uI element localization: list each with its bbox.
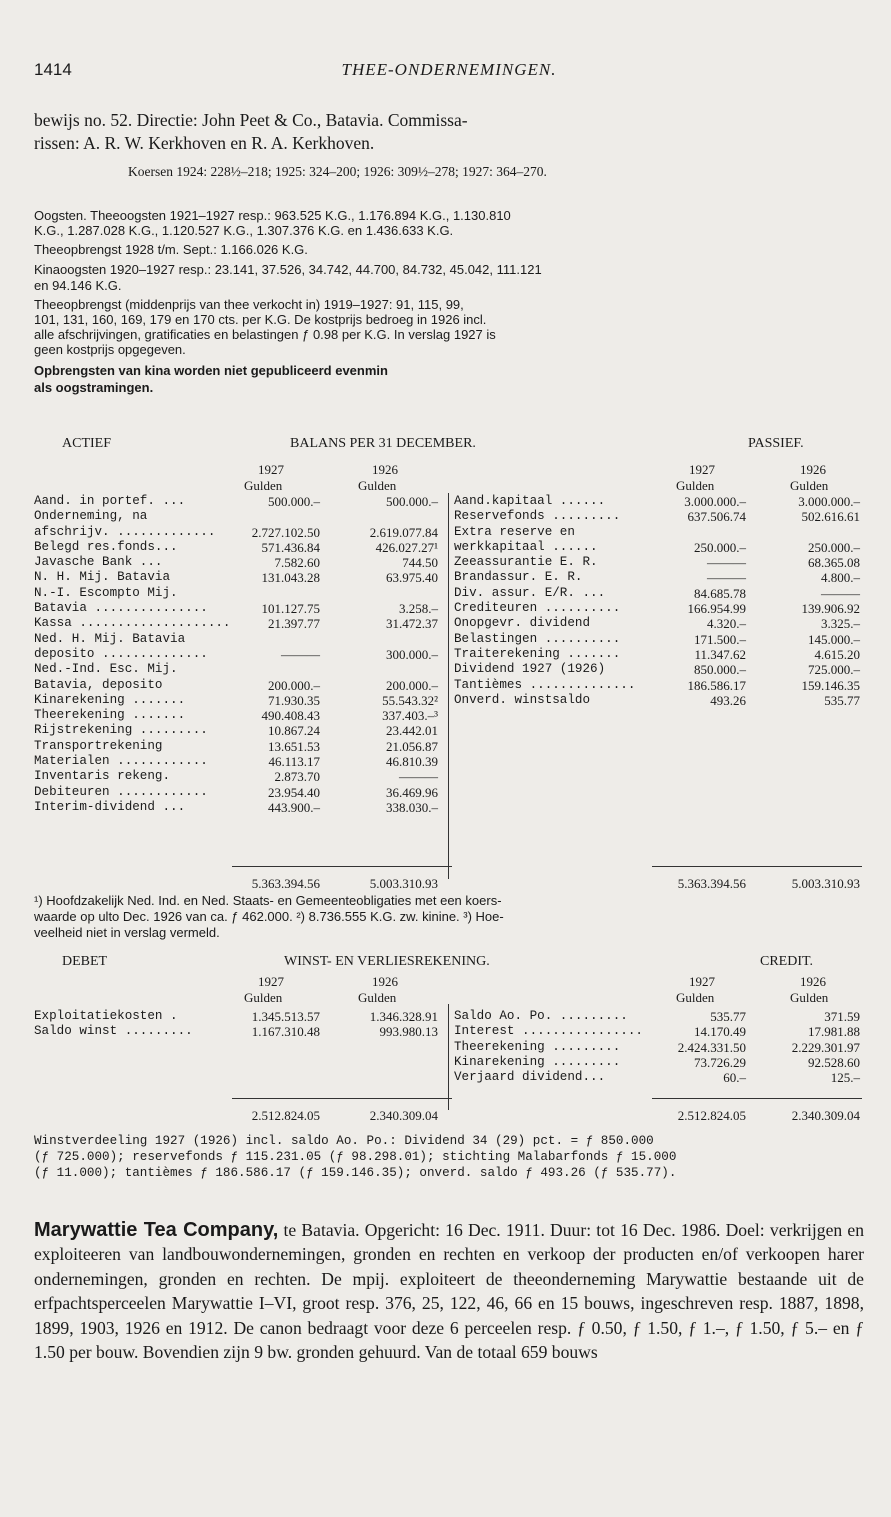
debet-total-rule [232, 1098, 452, 1099]
actief-value-1926: 200.000.– [386, 677, 438, 693]
debet-label: DEBET [62, 954, 108, 969]
debet-1926-column [338, 1009, 438, 1040]
actief-value-1927: 2.873.70 [274, 769, 320, 785]
credit-total-1926: 2.340.309.04 [791, 1108, 860, 1123]
actief-value-1926: 46.810.39 [386, 754, 438, 770]
winst-divider [448, 1004, 449, 1110]
actief-value-1927: 13.651.53 [268, 738, 320, 754]
passief-value-1926: ——— [821, 585, 860, 601]
actief-item-name: Aand. in portef. ... [34, 494, 186, 508]
credit-total-rule [652, 1098, 862, 1099]
actief-item-name: Ned.-Ind. Esc. Mij. [34, 662, 178, 677]
actief-unit-1926: Gulden [358, 478, 397, 493]
actief-value-1926: 500.000.– [386, 494, 438, 509]
debet-item-name: Saldo winst ......... [34, 1024, 193, 1039]
debet-total-1927: 2.512.824.05 [251, 1108, 320, 1123]
passief-value-1926: 535.77 [824, 692, 860, 708]
debet-1927-column [228, 1009, 320, 1040]
oogsten-line-10: Opbrengsten van kina worden niet gepubliceerd evenmin [34, 363, 388, 378]
passief-item-name: Div. assur. E/R. ... [454, 585, 606, 600]
credit-value-1927: 73.726.29 [694, 1054, 746, 1070]
actief-value-1926: 300.000.– [386, 646, 438, 662]
actief-value-1927: 443.900.– [268, 799, 320, 815]
actief-value-1927: 101.127.75 [261, 601, 320, 617]
actief-item-name: Onderneming, na [34, 509, 148, 524]
footnote-line-1: ¹) Hoofdzakelijk Ned. Ind. en Ned. Staats- en Gemeenteobligaties met een koers- [34, 893, 502, 908]
debet-year-1927: 1927 [258, 974, 284, 989]
debet-value-1926: 1.346.328.91 [369, 1009, 438, 1024]
actief-value-1926 [338, 509, 438, 524]
actief-value-1927: 131.043.28 [261, 570, 320, 586]
passief-value-1926: 3.000.000.– [798, 494, 860, 509]
passief-value-1926: 250.000.– [808, 539, 860, 555]
credit-1926-column [758, 1009, 860, 1085]
credit-item-name: Saldo Ao. Po. ......... [454, 1009, 628, 1023]
winstverdeeling-line-1: Winstverdeeling 1927 (1926) incl. saldo Ao. Po.: Dividend 34 (29) pct. = ƒ 850.000 [34, 1134, 654, 1148]
actief-item-name: N.-I. Escompto Mij. [34, 585, 178, 600]
actief-value-1926 [338, 632, 438, 647]
passief-label: PASSIEF. [748, 436, 804, 451]
credit-value-1927: 2.424.331.50 [677, 1039, 746, 1055]
actief-1926-column [338, 494, 438, 815]
actief-item-name: afschrijv. ............. [34, 524, 216, 539]
credit-total-1927: 2.512.824.05 [677, 1108, 746, 1123]
debet-value-1926: 993.980.13 [379, 1024, 438, 1040]
credit-year-1926: 1926 [800, 974, 826, 989]
oogsten-line-1: Oogsten. Theeoogsten 1921–1927 resp.: 963.525 K.G., 1.176.894 K.G., 1.130.810 [34, 208, 511, 223]
actief-value-1927: 7.582.60 [274, 555, 320, 571]
passief-1926-column [758, 494, 860, 708]
actief-total-rule [232, 866, 452, 867]
actief-value-1927: 23.954.40 [268, 784, 320, 800]
actief-value-1926: 338.030.– [386, 799, 438, 815]
passief-item-name: Zeeassurantie E. R. [454, 555, 598, 570]
winstverdeeling-line-2: (ƒ 725.000); reservefonds ƒ 115.231.05 (ƒ 98.298.01); stichting Malabarfonds ƒ 15.000 [34, 1150, 677, 1164]
actief-item-name: Ned. H. Mij. Batavia [34, 631, 186, 646]
actief-item-name: Materialen ............ [34, 754, 208, 769]
running-title: THEE-ONDERNEMINGEN. [341, 60, 557, 79]
actief-item-name: Inventaris rekeng. [34, 769, 171, 784]
oogsten-line-11: als oogstramingen. [34, 380, 154, 395]
oogsten-line-5: en 94.146 K.G. [34, 278, 122, 293]
passief-value-1927: 637.506.74 [687, 509, 746, 525]
actief-item-name: Belegd res.fonds... [34, 539, 178, 554]
passief-value-1927: ——— [707, 555, 746, 571]
passief-value-1927 [650, 525, 746, 540]
balans-title: BALANS PER 31 DECEMBER. [290, 436, 476, 451]
debet-names-column [34, 1009, 234, 1040]
passief-unit-1927: Gulden [676, 478, 715, 493]
passief-value-1926 [758, 525, 860, 540]
credit-value-1926: 2.229.301.97 [791, 1039, 860, 1055]
page-number: 1414 [34, 60, 72, 79]
actief-total-1927: 5.363.394.56 [251, 876, 320, 891]
actief-names-column [34, 494, 246, 815]
passief-total-1927: 5.363.394.56 [677, 876, 746, 891]
actief-value-1926: 63.975.40 [386, 570, 438, 586]
actief-value-1927: 490.408.43 [261, 708, 320, 724]
passief-item-name: Onopgevr. dividend [454, 616, 591, 631]
credit-value-1926: 17.981.88 [808, 1024, 860, 1040]
marywattie-paragraph [34, 1218, 864, 1364]
oogsten-line-3: Theeopbrengst 1928 t/m. Sept.: 1.166.026 K.G. [34, 242, 308, 257]
credit-item-name: Theerekening ......... [454, 1039, 621, 1054]
actief-item-name: Kinarekening ....... [34, 692, 186, 707]
actief-value-1926: 23.442.01 [386, 723, 438, 739]
passief-item-name: Onverd. winstsaldo [454, 692, 591, 707]
credit-unit-1927: Gulden [676, 990, 715, 1005]
debet-item-name: Exploitatiekosten . [34, 1009, 178, 1023]
actief-item-name: Transportrekening [34, 738, 163, 753]
credit-item-name: Verjaard dividend... [454, 1070, 606, 1085]
actief-year-1927: 1927 [258, 462, 284, 477]
oogsten-line-8: alle afschrijvingen, gratificaties en belastingen ƒ 0.98 per K.G. In verslag 1927 is [34, 327, 496, 342]
passief-value-1927: 250.000.– [694, 539, 746, 555]
credit-value-1926: 125.– [830, 1070, 860, 1086]
debet-value-1927: 1.167.310.48 [251, 1024, 320, 1040]
passief-item-name: Crediteuren .......... [454, 601, 621, 616]
page-header [34, 60, 864, 84]
credit-names-column [454, 1009, 654, 1085]
actief-item-name: Batavia ............... [34, 601, 208, 616]
passief-value-1927: 186.586.17 [687, 677, 746, 693]
credit-1927-column [650, 1009, 746, 1085]
passief-value-1926: 725.000.– [808, 662, 860, 678]
passief-item-name: Dividend 1927 (1926) [454, 662, 606, 677]
passief-item-name: Aand.kapitaal ...... [454, 494, 606, 508]
oogsten-line-6: Theeopbrengst (middenprijs van thee verkocht in) 1919–1927: 91, 115, 99, [34, 297, 464, 312]
passief-value-1927: 4.320.– [707, 616, 746, 632]
actief-label: ACTIEF [62, 436, 111, 451]
actief-item-name: Javasche Bank ... [34, 555, 163, 570]
actief-value-1927: 571.436.84 [261, 539, 320, 555]
actief-item-name: Theerekening ....... [34, 708, 186, 723]
actief-value-1926: 21.056.87 [386, 738, 438, 754]
actief-value-1927: 200.000.– [268, 677, 320, 693]
actief-year-1926: 1926 [372, 462, 398, 477]
passief-value-1926: 3.325.– [821, 616, 860, 632]
oogsten-line-4: Kinaoogsten 1920–1927 resp.: 23.141, 37.526, 34.742, 44.700, 84.732, 45.042, 111.121 [34, 262, 542, 277]
company-description: te Batavia. Opgericht: 16 Dec. 1911. Duur: tot 16 Dec. 1986. Doel: verkrijgen en exploiteeren van landbouwondernemingen, gronden en rechten en verkoop der producten en/of verkoopen harer ondernemingen, gronden en rechten. De mpij. exploiteert de theeonderneming Marywattie bestaande uit de erfpachtsperceelen Marywattie I–VI, groot resp. 376, 25, 122, 46, 66 en 15 bouws, ingeschreven resp. 1887, 1898, 1899, 1903, 1926 en 1912. De canon bedraagt voor deze 6 perceelen resp. ƒ 0.50, ƒ 1.50, ƒ 1.–, ƒ 1.50, ƒ 5.– en ƒ 1.50 per bouw. Bovendien zijn 9 bw. gronden gehuurd. Van de totaal 659 bouws [34, 1220, 865, 1363]
actief-value-1926 [338, 662, 438, 677]
actief-item-name: Rijstrekening ......... [34, 723, 208, 738]
credit-value-1926: 371.59 [824, 1009, 860, 1024]
credit-label: CREDIT. [760, 954, 814, 969]
credit-value-1926: 92.528.60 [808, 1054, 860, 1070]
debet-unit-1927: Gulden [244, 990, 283, 1005]
passief-value-1926: 159.146.35 [801, 677, 860, 693]
passief-year-1927: 1927 [689, 462, 715, 477]
passief-item-name: Belastingen .......... [454, 631, 621, 646]
credit-year-1927: 1927 [689, 974, 715, 989]
actief-value-1926: 55.543.32² [382, 692, 438, 708]
passief-value-1927: 493.26 [710, 692, 746, 708]
oogsten-line-7: 101, 131, 160, 169, 179 en 170 cts. per K.G. De kostprijs bedroeg in 1926 incl. [34, 312, 487, 327]
credit-item-name: Interest ................ [454, 1024, 643, 1039]
passief-value-1926: 68.365.08 [808, 555, 860, 571]
oogsten-line-9: geen kostprijs opgegeven. [34, 342, 186, 357]
passief-item-name: Brandassur. E. R. [454, 570, 583, 585]
intro-line-1: bewijs no. 52. Directie: John Peet & Co., Batavia. Commissa- [34, 110, 468, 130]
passief-item-name: Extra reserve en [454, 524, 575, 539]
credit-value-1927: 60.– [723, 1070, 746, 1086]
actief-value-1927: 500.000.– [268, 494, 320, 509]
actief-value-1926: 31.472.37 [386, 616, 438, 632]
passief-value-1927: 3.000.000.– [684, 494, 746, 509]
actief-value-1927 [228, 509, 320, 524]
actief-value-1927: 10.867.24 [268, 723, 320, 739]
passief-value-1926: 4.615.20 [814, 646, 860, 662]
debet-year-1926: 1926 [372, 974, 398, 989]
passief-item-name: Reservefonds ......... [454, 509, 621, 524]
passief-item-name: werkkapitaal ...... [454, 539, 598, 554]
actief-value-1927: 2.727.102.50 [251, 524, 320, 540]
passief-total-rule [652, 866, 862, 867]
footnote-line-2: waarde op ulto Dec. 1926 van ca. ƒ 462.000. ²) 8.736.555 K.G. zw. kinine. ³) Hoe- [34, 909, 504, 924]
credit-item-name: Kinarekening ......... [454, 1054, 621, 1069]
oogsten-line-2: K.G., 1.287.028 K.G., 1.120.527 K.G., 1.307.376 K.G. en 1.436.633 K.G. [34, 223, 454, 238]
actief-item-name: deposito .............. [34, 646, 208, 661]
company-name: Marywattie Tea Company, [34, 1219, 279, 1241]
actief-value-1927: 46.113.17 [268, 754, 320, 770]
passief-item-name: Traiterekening ....... [454, 646, 621, 661]
passief-value-1927: 166.954.99 [687, 601, 746, 617]
actief-item-name: Batavia, deposito [34, 677, 163, 692]
credit-unit-1926: Gulden [790, 990, 829, 1005]
actief-value-1926 [338, 586, 438, 601]
actief-1927-column [228, 494, 320, 815]
passief-value-1927: 84.685.78 [694, 585, 746, 601]
actief-value-1927: 71.930.35 [268, 692, 320, 708]
actief-value-1927 [228, 632, 320, 647]
actief-item-name: Kassa .................... [34, 616, 231, 631]
passief-value-1926: 145.000.– [808, 631, 860, 647]
passief-value-1927: 171.500.– [694, 631, 746, 647]
credit-value-1927: 14.170.49 [694, 1024, 746, 1040]
intro-line-2: rissen: A. R. W. Kerkhoven en R. A. Kerkhoven. [34, 133, 375, 153]
passief-value-1927: 850.000.– [694, 662, 746, 678]
actief-value-1926: 426.027.27¹ [375, 539, 438, 555]
passief-1927-column [650, 494, 746, 708]
actief-value-1926: 744.50 [402, 555, 438, 571]
debet-total-1926: 2.340.309.04 [369, 1108, 438, 1123]
actief-value-1927: ——— [281, 646, 320, 662]
footnote-line-3: veelheid niet in verslag vermeld. [34, 925, 220, 940]
debet-value-1927: 1.345.513.57 [251, 1009, 320, 1024]
passief-value-1926: 4.800.– [821, 570, 860, 586]
passief-unit-1926: Gulden [790, 478, 829, 493]
passief-total-1926: 5.003.310.93 [791, 876, 860, 891]
passief-names-column [454, 494, 654, 708]
actief-total-1926: 5.003.310.93 [369, 876, 438, 891]
passief-value-1926: 139.906.92 [801, 601, 860, 617]
actief-value-1926: 36.469.96 [386, 784, 438, 800]
passief-value-1927: ——— [707, 570, 746, 586]
actief-unit-1927: Gulden [244, 478, 283, 493]
balans-divider [448, 493, 449, 879]
passief-value-1926: 502.616.61 [801, 509, 860, 525]
passief-value-1927: 11.347.62 [694, 646, 746, 662]
winstverdeeling-line-3: (ƒ 11.000); tantièmes ƒ 186.586.17 (ƒ 159.146.35); onverd. saldo ƒ 493.26 (ƒ 535.77). [34, 1166, 677, 1180]
debet-unit-1926: Gulden [358, 990, 397, 1005]
actief-value-1926: 2.619.077.84 [369, 524, 438, 540]
actief-value-1927: 21.397.77 [268, 616, 320, 632]
actief-item-name: Interim-dividend ... [34, 799, 186, 814]
passief-year-1926: 1926 [800, 462, 826, 477]
winst-title: WINST- EN VERLIESREKENING. [284, 954, 490, 969]
actief-value-1926: ——— [399, 769, 438, 785]
actief-value-1927 [228, 586, 320, 601]
koersen-line: Koersen 1924: 228½–218; 1925: 324–200; 1926: 309½–278; 1927: 364–270. [128, 164, 547, 179]
credit-value-1927: 535.77 [710, 1009, 746, 1024]
actief-value-1927 [228, 662, 320, 677]
actief-item-name: Debiteuren ............ [34, 784, 208, 799]
passief-item-name: Tantièmes .............. [454, 677, 636, 692]
actief-item-name: N. H. Mij. Batavia [34, 570, 171, 585]
actief-value-1926: 3.258.– [399, 601, 438, 617]
actief-value-1926: 337.403.–³ [382, 708, 438, 724]
